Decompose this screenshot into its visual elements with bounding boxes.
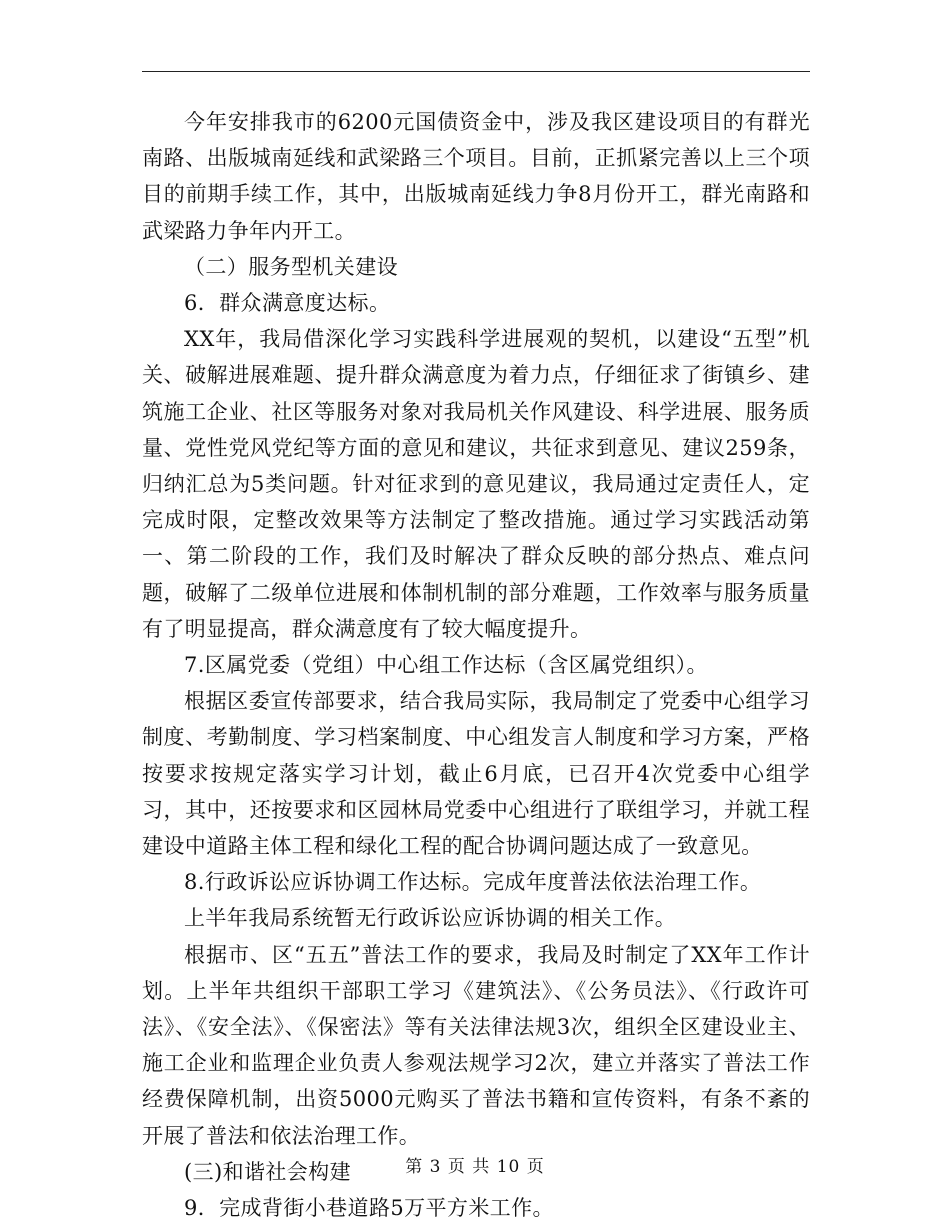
- document-body: [142, 104, 810, 1226]
- item-heading-7: 7.区属党委（党组）中心组工作达标（含区属党组织）。: [184, 653, 708, 678]
- paragraph-study-group: 根据区委宣传部要求，结合我局实际，我局制定了党委中心组学习制度、考勤制度、学习档案制度、中心组发言人制度和学习方案，严格按要求按规定落实学习计划，截止6月底，已召开4次党委中心组学习，其中，还按要求和区园林局党委中心组进行了联组学习，并就工程建设中道路主体工程和绿化工程的配合协调问题达成了一致意见。: [142, 689, 810, 859]
- item-heading-9: 9．完成背街小巷道路5万平方米工作。: [184, 1196, 554, 1221]
- section-heading-service-organ: （二）服务型机关建设: [184, 254, 398, 279]
- header-rule: [142, 71, 810, 72]
- item-heading-8: 8.行政诉讼应诉协调工作达标。完成年度普法依法治理工作。: [184, 870, 762, 895]
- page-number-footer: 第 3 页 共 10 页: [405, 1157, 545, 1177]
- paragraph-national-bond-projects: 今年安排我市的6200元国债资金中，涉及我区建设项目的有群光南路、出版城南延线和武梁路三个项目。目前，正抓紧完善以上三个项目的前期手续工作，其中，出版城南延线力争8月份开工，群光南路和武梁路力争年内开工。: [142, 110, 810, 243]
- section-heading-harmonious-society: (三)和谐社会构建: [184, 1159, 351, 1184]
- paragraph-satisfaction: XX年，我局借深化学习实践科学进展观的契机，以建设“五型”机关、破解进展难题、提升群众满意度为着力点，仔细征求了街镇乡、建筑施工企业、社区等服务对象对我局机关作风建设、科学进展、服务质量、党性党风党纪等方面的意见和建议，共征求到意见、建议259条，归纳汇总为5类问题。针对征求到的意见建议，我局通过定责任人，定完成时限，定整改效果等方法制定了整改措施。通过学习实践活动第一、第二阶段的工作，我们及时解决了群众反映的部分热点、难点问题，破解了二级单位进展和体制机制的部分难题，工作效率与服务质量有了明显提高，群众满意度有了较大幅度提升。: [142, 327, 810, 641]
- item-heading-6: 6．群众满意度达标。: [184, 291, 391, 316]
- paragraph-law-education: 根据市、区“五五”普法工作的要求，我局及时制定了XX年工作计划。上半年共组织干部职工学习《建筑法》、《公务员法》、《行政许可法》、《安全法》、《保密法》等有关法律法规3次，组织全区建设业主、施工企业和监理企业负责人参观法规学习2次，建立并落实了普法工作经费保障机制，出资5000元购买了普法书籍和宣传资料，有条不紊的开展了普法和依法治理工作。: [142, 942, 810, 1148]
- paragraph-litigation: 上半年我局系统暂无行政诉讼应诉协调的相关工作。: [184, 906, 677, 931]
